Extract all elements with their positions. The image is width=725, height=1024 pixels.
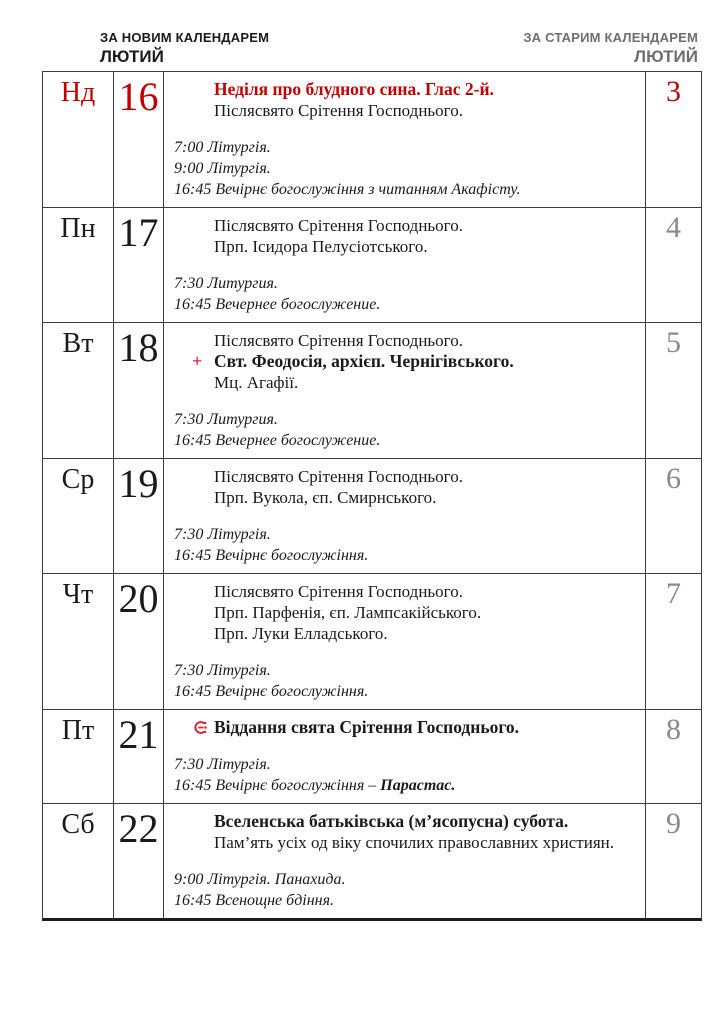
service-line — [174, 409, 637, 430]
service-text: 16:45 Вечірнє богослужіння з читанням Акафісту. — [174, 181, 521, 198]
doxology-mark-icon — [192, 717, 207, 738]
day-abbr: Чт — [43, 574, 114, 709]
feast-text: Прп. Вукола, єп. Смирнського. — [214, 488, 437, 507]
service-line — [174, 430, 637, 451]
old-calendar-date: 7 — [666, 577, 681, 610]
feast-text: Неділя про блудного сина. Глас 2-й. — [214, 79, 494, 99]
service-text: 16:45 Вечернее богослужение. — [174, 432, 381, 449]
service-line — [174, 545, 637, 566]
new-calendar-date: 17 — [114, 208, 164, 322]
service-text: 16:45 Всенощне бдіння. — [174, 892, 335, 909]
new-calendar-date: 18 — [114, 323, 164, 458]
feast-line — [170, 215, 637, 236]
feast-list — [170, 811, 637, 853]
day-row — [43, 207, 701, 322]
day-abbr: Пт — [43, 710, 114, 803]
service-line — [174, 869, 637, 890]
service-text: 16:45 Вечірнє богослужіння – — [174, 777, 381, 794]
service-text: 16:45 Вечірнє богослужіння. — [174, 683, 369, 700]
feast-line — [170, 79, 637, 100]
feast-list — [170, 330, 637, 393]
feast-list — [170, 466, 637, 508]
day-row — [43, 709, 701, 803]
feast-text: Прп. Парфенія, єп. Лампсакійського. — [214, 603, 482, 622]
service-text: 7:30 Литургия. — [174, 411, 278, 428]
new-calendar-date: 19 — [114, 459, 164, 573]
service-line — [174, 681, 637, 702]
service-list — [170, 754, 637, 796]
day-content — [164, 208, 646, 322]
day-content — [164, 574, 646, 709]
day-content — [164, 72, 646, 207]
feast-line — [170, 236, 637, 257]
old-calendar-date: 9 — [666, 807, 681, 840]
new-calendar-date: 20 — [114, 574, 164, 709]
service-text: 7:30 Літургія. — [174, 756, 271, 773]
feast-line — [170, 466, 637, 487]
feast-text: Віддання свята Срітення Господнього. — [214, 717, 520, 737]
day-content — [164, 459, 646, 573]
cross-mark-icon: + — [192, 351, 203, 371]
service-text-bold: Парастас. — [380, 777, 456, 794]
day-row — [43, 72, 701, 207]
feast-text: Післясвято Срітення Господнього. — [214, 331, 463, 350]
feast-line — [170, 581, 637, 602]
feast-list — [170, 79, 637, 121]
service-line — [174, 137, 637, 158]
feast-line — [170, 717, 637, 738]
old-calendar-date: 3 — [666, 75, 681, 108]
day-abbr: Нд — [43, 72, 114, 207]
day-abbr: Пн — [43, 208, 114, 322]
service-list — [170, 660, 637, 702]
service-text: 7:30 Литургия. — [174, 275, 278, 292]
feast-line — [170, 487, 637, 508]
feast-text: Прп. Ісидора Пелусіотського. — [214, 237, 428, 256]
service-list — [170, 137, 637, 200]
service-line — [174, 660, 637, 681]
service-line — [174, 294, 637, 315]
service-line — [174, 179, 637, 200]
new-calendar-date: 16 — [114, 72, 164, 207]
feast-line — [170, 811, 637, 832]
feast-line — [170, 100, 637, 121]
old-calendar-date: 8 — [666, 713, 681, 746]
service-line — [174, 524, 637, 545]
day-row — [43, 322, 701, 458]
service-text: 9:00 Літургія. Панахида. — [174, 871, 346, 888]
new-calendar-month: ЛЮТИЙ — [100, 47, 164, 66]
service-line — [174, 273, 637, 294]
service-text: 9:00 Літургія. — [174, 160, 271, 177]
old-calendar-month: ЛЮТИЙ — [634, 47, 698, 66]
feast-line — [170, 351, 637, 372]
new-calendar-date: 22 — [114, 804, 164, 918]
old-calendar-date: 6 — [666, 462, 681, 495]
day-content — [164, 710, 646, 803]
old-calendar-label: ЗА СТАРИМ КАЛЕНДАРЕМ — [523, 30, 698, 45]
feast-line — [170, 602, 637, 623]
service-text: 16:45 Вечернее богослужение. — [174, 296, 381, 313]
feast-line — [170, 372, 637, 393]
day-abbr: Вт — [43, 323, 114, 458]
service-text: 16:45 Вечірнє богослужіння. — [174, 547, 369, 564]
feast-list — [170, 215, 637, 257]
new-calendar-label: ЗА НОВИМ КАЛЕНДАРЕМ — [100, 30, 270, 45]
old-calendar-date: 4 — [666, 211, 681, 244]
feast-text: Післясвято Срітення Господнього. — [214, 101, 463, 120]
service-text: 7:30 Літургія. — [174, 662, 271, 679]
feast-text: Мц. Агафії. — [214, 373, 299, 392]
day-row — [43, 458, 701, 573]
service-line — [174, 158, 637, 179]
feast-text: Післясвято Срітення Господнього. — [214, 582, 463, 601]
feast-text: Прп. Луки Елладського. — [214, 624, 388, 643]
new-calendar-date: 21 — [114, 710, 164, 803]
day-row — [43, 573, 701, 709]
service-list — [170, 409, 637, 451]
feast-line — [170, 330, 637, 351]
page-header — [42, 30, 702, 67]
service-list — [170, 869, 637, 911]
day-content — [164, 804, 646, 918]
service-list — [170, 524, 637, 566]
service-line — [174, 754, 637, 775]
service-line — [174, 890, 637, 911]
service-list — [170, 273, 637, 315]
feast-line — [170, 623, 637, 644]
feast-text: Свт. Феодосія, архієп. Чернігівського. — [214, 351, 514, 371]
day-row — [43, 803, 701, 918]
feast-text: Вселенська батьківська (м’ясопусна) субота. — [214, 811, 569, 831]
feast-text: Пам’ять усіх од віку спочилих православних християн. — [214, 833, 614, 852]
old-calendar-date: 5 — [666, 326, 681, 359]
service-text: 7:30 Літургія. — [174, 526, 271, 543]
feast-text: Післясвято Срітення Господнього. — [214, 467, 463, 486]
service-line — [174, 775, 637, 796]
feast-list — [170, 717, 637, 738]
day-abbr: Ср — [43, 459, 114, 573]
feast-text: Післясвято Срітення Господнього. — [214, 216, 463, 235]
day-content — [164, 323, 646, 458]
service-text: 7:00 Літургія. — [174, 139, 271, 156]
new-calendar-header — [42, 30, 269, 67]
feast-list — [170, 581, 637, 644]
day-abbr: Сб — [43, 804, 114, 918]
calendar-table — [42, 71, 702, 921]
feast-line — [170, 832, 637, 853]
old-calendar-header — [523, 30, 702, 67]
